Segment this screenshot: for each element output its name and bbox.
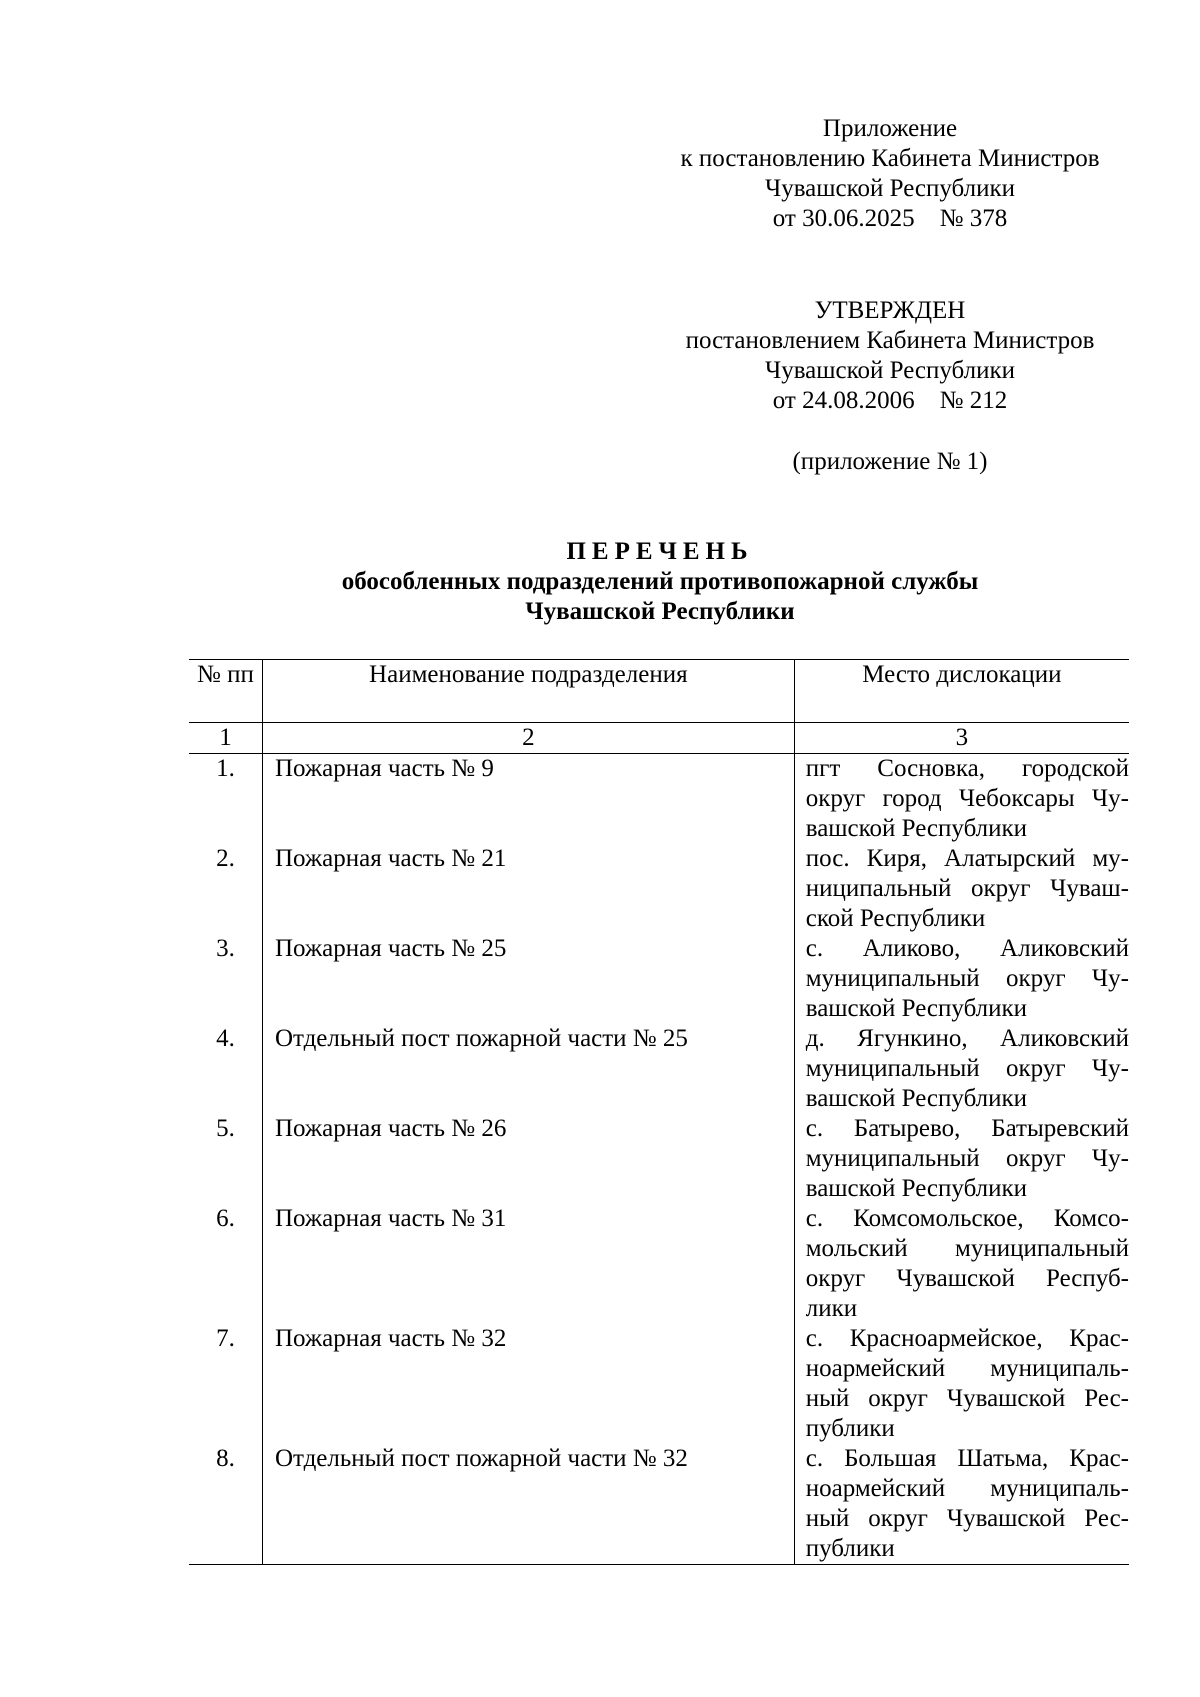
location-line: муниципальный округ Чу-	[805, 965, 1129, 992]
location-line: округ город Чебоксары Чу-	[805, 785, 1129, 812]
location-line: вашской Республики	[805, 995, 1028, 1022]
unit-name: Пожарная часть № 9	[262, 754, 794, 845]
unit-location	[794, 844, 1129, 934]
unit-location	[794, 1444, 1129, 1565]
unit-location	[794, 1324, 1129, 1444]
location-line: ноармейский муниципаль-	[805, 1355, 1129, 1382]
location-line: с. Комсомольское, Комсо-	[805, 1205, 1129, 1232]
location-line: мольский муниципальный	[805, 1235, 1129, 1262]
row-number: 6.	[189, 1204, 262, 1324]
table-body	[189, 754, 1129, 1565]
table-row	[189, 754, 1129, 845]
unit-name: Пожарная часть № 26	[262, 1114, 794, 1204]
title-line: обособленных подразделений противопожарной службы	[341, 568, 979, 595]
location-line: ниципальный округ Чуваш-	[805, 875, 1129, 902]
location-line: с. Красноармейское, Крас-	[805, 1325, 1129, 1352]
column-number: 3	[794, 723, 1129, 754]
location-line: ный округ Чувашской Рес-	[805, 1385, 1129, 1412]
document-title	[190, 537, 1130, 627]
table-row	[189, 934, 1129, 1024]
title-line: Чувашской Республики	[525, 598, 795, 625]
unit-location	[794, 934, 1129, 1024]
appendix-line: Приложение	[822, 115, 958, 142]
location-line: публики	[805, 1535, 895, 1562]
row-number: 4.	[189, 1024, 262, 1114]
table-row	[189, 1204, 1129, 1324]
location-line: лики	[805, 1295, 858, 1322]
unit-location	[794, 1204, 1129, 1324]
location-line: публики	[805, 1415, 895, 1442]
unit-name: Отдельный пост пожарной части № 32	[262, 1444, 794, 1565]
location-line: пгт Сосновка, городской	[805, 755, 1129, 782]
appendix-header	[640, 114, 1140, 234]
header-num: № пп	[189, 660, 262, 723]
approved-line: УТВЕРЖДЕН	[814, 297, 966, 324]
appendix-line: Чувашской Республики	[764, 175, 1016, 202]
row-number: 7.	[189, 1324, 262, 1444]
table-row	[189, 844, 1129, 934]
location-line: с. Аликово, Аликовский	[805, 935, 1129, 962]
units-table	[189, 659, 1129, 1565]
header-name: Наименование подразделения	[262, 660, 794, 723]
location-line: с. Большая Шатьма, Крас-	[805, 1445, 1129, 1472]
location-line: вашской Республики	[805, 1085, 1028, 1112]
location-line: округ Чувашской Респуб-	[805, 1265, 1129, 1292]
table-row	[189, 1444, 1129, 1565]
row-number: 8.	[189, 1444, 262, 1565]
title-main: ПЕРЕЧЕНЬ	[566, 538, 754, 565]
location-line: ный округ Чувашской Рес-	[805, 1505, 1129, 1532]
appendix-line: от 30.06.2025 № 378	[772, 205, 1008, 232]
location-line: ноармейский муниципаль-	[805, 1475, 1129, 1502]
location-line: с. Батырево, Батыревский	[805, 1115, 1129, 1142]
unit-location	[794, 1024, 1129, 1114]
column-number: 1	[189, 723, 262, 754]
unit-name: Пожарная часть № 25	[262, 934, 794, 1024]
approved-line: от 24.08.2006 № 212	[772, 387, 1008, 414]
location-line: вашской Республики	[805, 1175, 1028, 1202]
column-number: 2	[262, 723, 794, 754]
location-line: муниципальный округ Чу-	[805, 1055, 1129, 1082]
unit-name: Пожарная часть № 21	[262, 844, 794, 934]
approved-header	[640, 296, 1140, 477]
header-place: Место дислокации	[794, 660, 1129, 723]
unit-location	[794, 754, 1129, 845]
row-number: 3.	[189, 934, 262, 1024]
row-number: 1.	[189, 754, 262, 845]
location-line: ской Республики	[805, 905, 986, 932]
row-number: 2.	[189, 844, 262, 934]
approved-line: Чувашской Республики	[764, 357, 1016, 384]
unit-location	[794, 1114, 1129, 1204]
unit-name: Пожарная часть № 31	[262, 1204, 794, 1324]
table-row	[189, 1114, 1129, 1204]
table-column-numbers-row	[189, 723, 1129, 754]
table-row	[189, 1024, 1129, 1114]
location-line: муниципальный округ Чу-	[805, 1145, 1129, 1172]
unit-name: Пожарная часть № 32	[262, 1324, 794, 1444]
appendix-line: к постановлению Кабинета Министров	[680, 145, 1100, 172]
location-line: вашской Республики	[805, 815, 1028, 842]
approved-line: постановлением Кабинета Министров	[685, 327, 1095, 354]
location-line: пос. Киря, Алатырский му-	[805, 845, 1129, 872]
location-line: д. Ягункино, Аликовский	[805, 1025, 1129, 1052]
table-header-row	[189, 660, 1129, 723]
unit-name: Отдельный пост пожарной части № 25	[262, 1024, 794, 1114]
table-row	[189, 1324, 1129, 1444]
approved-note: (приложение № 1)	[792, 448, 988, 475]
row-number: 5.	[189, 1114, 262, 1204]
